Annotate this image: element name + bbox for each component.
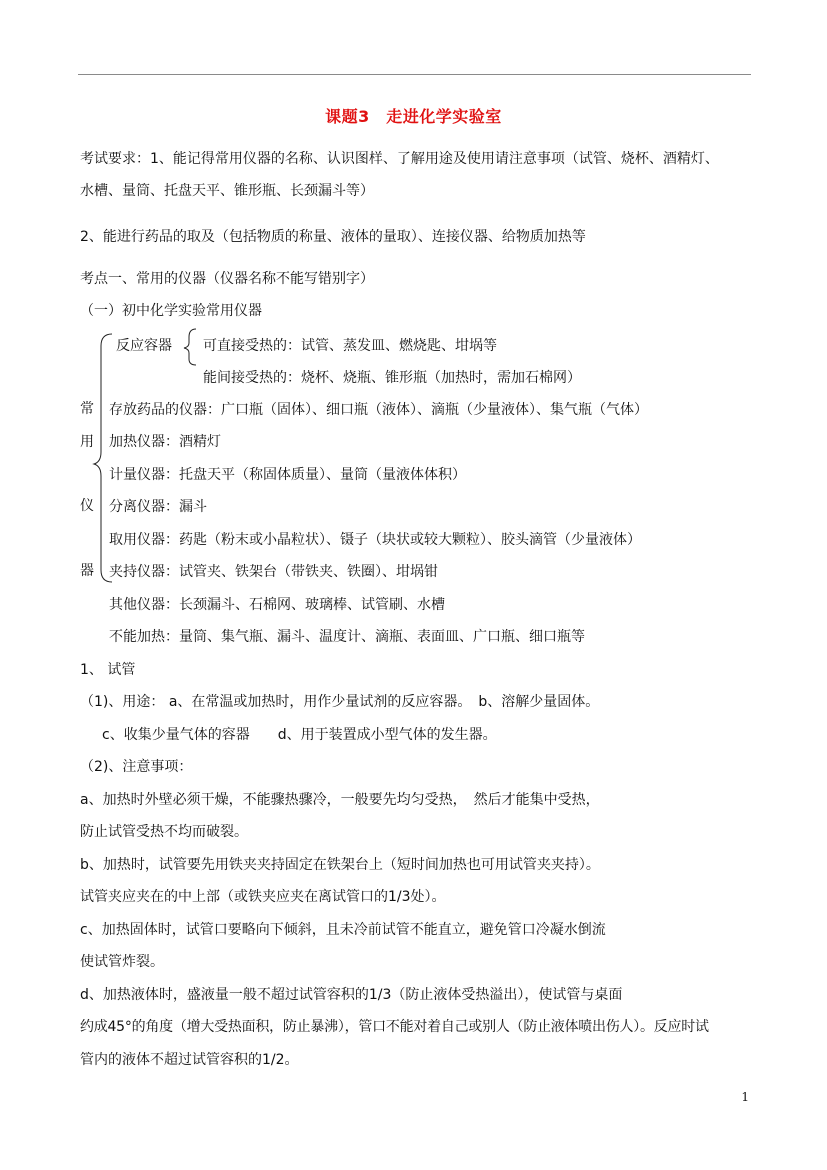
page-title: 课题3 走进化学实验室 (325, 107, 502, 126)
tree-taking: 取用仪器：药匙（粉末或小晶粒状）、镊子（块状或较大颗粒）、胶头滴管（少量液体） (109, 532, 641, 548)
tree-separation: 分离仪器：漏斗 (109, 499, 207, 515)
tree-other: 其他仪器：长颈漏斗、石棉网、玻璃棒、试管刷、水槽 (109, 597, 445, 613)
tree-storage: 存放药品的仪器：广口瓶（固体）、细口瓶（液体）、滴瓶（少量液体）、集气瓶（气体） (109, 402, 648, 418)
tube-note-d-3: 管内的液体不超过试管容积的1/2。 (80, 1052, 299, 1068)
tube-use-line-2: c、收集少量气体的容器 d、用于装置成小型气体的发生器。 (102, 727, 497, 743)
requirements-line-1: 考试要求：1、能记得常用仪器的名称、认识图样、了解用途及使用请注意事项（试管、烧杯、酒精灯、 (80, 151, 719, 167)
tree-no-heating: 不能加热：量筒、集气瓶、漏斗、温度计、滴瓶、表面皿、广口瓶、细口瓶等 (109, 629, 585, 645)
tube-notes-heading: （2)、注意事项： (80, 759, 193, 775)
reaction-brace (184, 329, 196, 365)
tube-note-b-2: 试管夹应夹在的中上部（或铁夹应夹在离试管口的1/3处）。 (80, 889, 446, 905)
tube-note-c-2: 使试管炸裂。 (80, 954, 164, 970)
tree-reaction-vessel: 反应容器 (116, 338, 172, 354)
tube-heading: 1、 试管 (80, 662, 136, 678)
page-number: 1 (741, 1090, 749, 1104)
vertical-label-char: 常 (80, 401, 94, 417)
tube-note-d-1: d、加热液体时，盛液量一般不超过试管容积的1/3（防止液体受热溢出），使试管与桌面 (80, 987, 623, 1003)
requirements-line-3: 2、能进行药品的取及（包括物质的称量、液体的量取）、连接仪器、给物质加热等 (80, 229, 586, 245)
tube-note-c-1: c、加热固体时，试管口要略向下倾斜，且未冷前试管不能直立，避免管口冷凝水倒流 (80, 922, 606, 938)
kaodian-subheading: （一）初中化学实验常用仪器 (80, 303, 262, 319)
tree-heating: 加热仪器：酒精灯 (109, 434, 221, 450)
tube-note-b-1: b、加热时，试管要先用铁夹夹持固定在铁架台上（短时间加热也可用试管夹夹持）。 (80, 857, 600, 873)
tube-note-a-2: 防止试管受热不均而破裂。 (80, 824, 248, 840)
tree-measuring: 计量仪器：托盘天平（称固体质量）、量筒（量液体体积） (109, 467, 466, 483)
tree-clamping: 夹持仪器：试管夹、铁架台（带铁夹、铁圈）、坩埚钳 (109, 564, 438, 580)
vertical-label-char: 仪 (80, 498, 94, 514)
tree-indirect-heat: 能间接受热的：烧杯、烧瓶、锥形瓶（加热时，需加石棉网） (203, 370, 581, 386)
tube-note-d-2: 约成45°的角度（增大受热面积，防止暴沸），管口不能对着自己或别人（防止液体喷出伤人）。反应时试 (80, 1019, 709, 1035)
tube-note-a-1: a、加热时外壁必须干燥，不能骤热骤冷，一般要先均匀受热， 然后才能集中受热， (80, 792, 600, 808)
tree-direct-heat: 可直接受热的：试管、蒸发皿、燃烧匙、坩埚等 (203, 338, 497, 354)
tube-use-line-1: （1)、用途： a、在常温或加热时，用作少量试剂的反应容器。 b、溶解少量固体。 (80, 694, 600, 710)
vertical-label-char: 器 (80, 563, 94, 579)
requirements-line-2: 水槽、量筒、托盘天平、锥形瓶、长颈漏斗等） (80, 183, 374, 199)
kaodian-heading: 考点一、常用的仪器（仪器名称不能写错别字） (80, 271, 374, 287)
vertical-label-char: 用 (80, 434, 94, 450)
